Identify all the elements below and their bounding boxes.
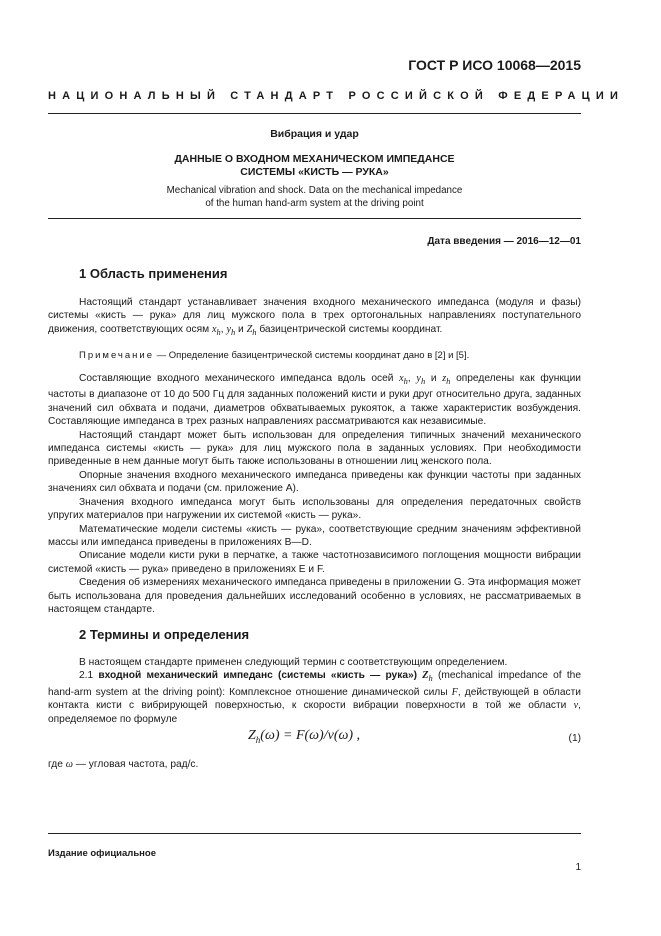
doc-number: ГОСТ Р ИСО 10068—2015 — [408, 57, 581, 73]
section-1-paragraph-2: Составляющие входного механического импеданса вдоль осей $x_h$, $y_h$ и $z_h$ определены как функции частоты в диапазоне от 10 до 500 Гц для заданных положений кисти и руки друг относительно друга, заданных значений сил обхвата и подачи, диаметров обхватываемых рукояток, а также характеристик возбуждения. Составляющие импеданса в трех разных направлениях рассматриваются как независимые. — [48, 373, 581, 428]
formula-explanation: где ω — угловая частота, рад/с. — [48, 759, 199, 770]
section-1-paragraph-5: Значения входного импеданса могут быть использованы для определения передаточных свойств упругих материалов при нагружении их системой «кисть — рука». — [48, 496, 581, 522]
note-text: — Определение базицентрической системы координат дано в [2] и [5]. — [154, 350, 470, 361]
title-en-line-2: of the human hand-arm system at the driving point — [205, 197, 424, 209]
section-1-paragraph-6: Математические модели системы «кисть — рука», соответствующие средним значениям эффективной массы или импеданса приведены в приложениях В—D. — [48, 523, 581, 548]
header-divider — [48, 113, 581, 114]
national-standard-banner: НАЦИОНАЛЬНЫЙ СТАНДАРТ РОССИЙСКОЙ ФЕДЕРАЦИИ — [48, 90, 625, 102]
subject-heading: Вибрация и удар — [270, 128, 359, 140]
title-ru — [48, 153, 581, 179]
section-2-heading: 2 Термины и определения — [79, 627, 250, 642]
formula-number: (1) — [568, 733, 581, 744]
title-ru-line-2: СИСТЕМЫ «КИСТЬ — РУКА» — [240, 166, 389, 178]
section-1-heading: 1 Область применения — [79, 266, 228, 281]
section-1-paragraph-8: Сведения об измерениях механического импеданса приведены в приложении G. Эта информация может быть использована для проведения дальнейших исследований особенно в условиях, не рассматриваемых в настоящем стандарте. — [48, 577, 581, 615]
section-1-body — [48, 372, 581, 616]
title-en-line-1: Mechanical vibration and shock. Data on the mechanical impedance — [166, 185, 463, 196]
edition-label: Издание официальное — [48, 848, 156, 859]
section-2-body — [48, 656, 581, 726]
note-label: Примечание — [79, 350, 154, 361]
term-definition: 2.1 входной механический импеданс (системы «кисть — рука») $Z_h$ (mechanical impedance of the hand-arm system at the driving point): Комплексное отношение динамической силы F, действующей в области контакта кисти с вибрирующей поверхностью, к скорости вибрации поверхности в той же области v, определяемое по формуле — [48, 670, 581, 725]
title-ru-line-1: ДАННЫЕ О ВХОДНОМ МЕХАНИЧЕСКОМ ИМПЕДАНСЕ — [174, 153, 455, 165]
title-en — [48, 185, 581, 210]
section-1-paragraph-7: Описание модели кисти руки в перчатке, а также частотнозависимого поглощения мощности вибрации системой «кисть — рука» приведено в приложениях Е и F. — [48, 550, 581, 575]
title-divider — [48, 218, 581, 219]
section-1-paragraph-1: Настоящий стандарт устанавливает значения входного механического импеданса (модуля и фазы) системы «кисть — рука» для лиц мужского пола в трех ортогональных направлениях поступательного движения, соответствующих осям $x_h$, $y_h$ и $Z_h$ базицентрической системы координат. — [48, 297, 581, 337]
section-1-paragraph-4: Опорные значения входного механического импеданса приведены как функции частоты при заданных значениях сил обхвата и подачи (см. приложение А). — [48, 469, 581, 495]
page-number: 1 — [575, 862, 581, 873]
footer-divider — [48, 833, 581, 834]
effective-date: Дата введения — 2016—12—01 — [427, 236, 581, 247]
section-1-note — [79, 349, 469, 362]
section-2-paragraph-1: В настоящем стандарте применен следующий термин с соответствующим определением. — [79, 657, 508, 668]
formula-1: $Z_h(\omega) = F(\omega)/v(\omega)$ , — [248, 728, 361, 745]
section-1-paragraph-3: Настоящий стандарт может быть использован для определения типичных значений механического импеданса системы «кисть — рука» для лиц мужского пола в заданных условиях. При необходимости приведенные в нем данные могут быть также использованы в отношении лиц женского пола. — [48, 429, 581, 468]
